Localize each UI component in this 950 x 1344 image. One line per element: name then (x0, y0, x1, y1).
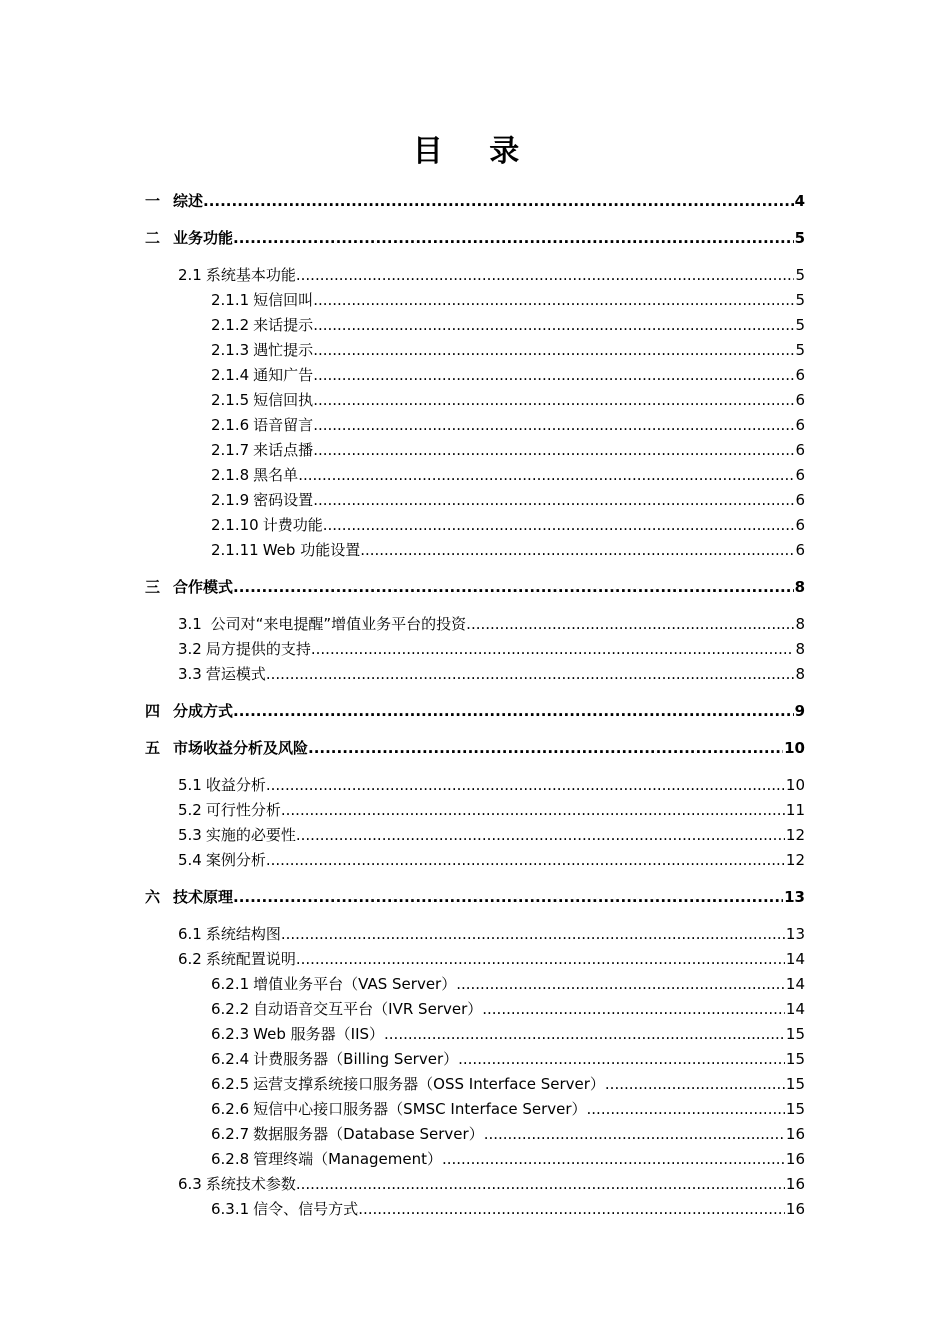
toc-page-number: 6 (795, 416, 805, 434)
toc-entry-number: 5.3 (178, 826, 202, 844)
toc-entry-label (211, 314, 313, 335)
toc-dot-leader (313, 366, 794, 384)
toc-entry-number: 5.1 (178, 776, 202, 794)
toc-entry-label (178, 849, 266, 870)
toc-dot-leader (456, 975, 785, 993)
toc-dot-leader (233, 229, 794, 247)
toc-entry-text: 案例分析 (205, 851, 266, 869)
toc-entry[interactable] (145, 737, 805, 758)
toc-dot-leader (313, 391, 794, 409)
toc-dot-leader (458, 1050, 785, 1068)
toc-page-number: 13 (785, 925, 805, 943)
toc-entry-text: 语音留言 (253, 416, 314, 434)
toc-entry-label (178, 948, 296, 969)
toc-entry-number: 2.1.11 (211, 541, 259, 559)
toc-entry-label (178, 799, 281, 820)
toc-entry-text: 系统技术参数 (205, 1175, 296, 1193)
toc-entry[interactable] (211, 489, 805, 510)
toc-entry[interactable] (178, 1173, 805, 1194)
toc-entry-number: 三 (145, 578, 161, 596)
toc-entry-number: 3.3 (178, 665, 202, 683)
toc-entry-text: 营运模式 (205, 665, 266, 683)
toc-dot-leader (311, 640, 795, 658)
toc-entry-number: 2.1.8 (211, 466, 250, 484)
toc-entry-number: 2.1.10 (211, 516, 259, 534)
toc-entry-number: 6.2.4 (211, 1050, 250, 1068)
toc-entry-text: 计费服务器（Billing Server） (253, 1050, 459, 1068)
toc-entry-number: 二 (145, 229, 161, 247)
toc-page-number: 15 (785, 1050, 805, 1068)
toc-entry[interactable] (145, 190, 805, 211)
toc-dot-leader (296, 266, 795, 284)
toc-dot-leader (358, 1200, 785, 1218)
toc-page-number: 5 (795, 341, 805, 359)
toc-entry-label (178, 824, 296, 845)
toc-entry[interactable] (211, 1073, 805, 1094)
toc-dot-leader (298, 466, 794, 484)
toc-entry[interactable] (178, 923, 805, 944)
toc-entry-label (211, 1048, 458, 1069)
toc-entry[interactable] (211, 998, 805, 1019)
toc-entry-number: 6.2.3 (211, 1025, 250, 1043)
toc-dot-leader (442, 1150, 785, 1168)
toc-entry-label (211, 339, 313, 360)
toc-page-number: 12 (785, 851, 805, 869)
toc-entry-label (211, 414, 313, 435)
toc-dot-leader (296, 1175, 785, 1193)
toc-entry-text: 收益分析 (205, 776, 266, 794)
toc-entry-number: 四 (145, 702, 161, 720)
toc-entry-label (211, 998, 482, 1019)
toc-entry[interactable] (178, 799, 805, 820)
toc-page-number: 5 (795, 316, 805, 334)
toc-dot-leader (281, 801, 785, 819)
toc-entry-number: 6.2 (178, 950, 202, 968)
toc-entry-number: 2.1.7 (211, 441, 250, 459)
toc-entry-text: 市场收益分析及风险 (173, 739, 309, 757)
toc-entry[interactable] (211, 464, 805, 485)
toc-page-number: 14 (785, 1000, 805, 1018)
toc-entry-label (211, 289, 313, 310)
toc-entry-text: 局方提供的支持 (205, 640, 311, 658)
toc-dot-leader (466, 615, 794, 633)
toc-entry-label (211, 489, 313, 510)
toc-entry[interactable] (211, 539, 805, 560)
toc-page-number: 8 (795, 640, 805, 658)
toc-entry[interactable] (145, 700, 805, 721)
toc-entry-number: 3.1 (178, 615, 202, 633)
toc-entry-text: 黑名单 (253, 466, 299, 484)
toc-entry-label (211, 1198, 358, 1219)
toc-entry[interactable] (145, 576, 805, 597)
toc-entry[interactable] (211, 339, 805, 360)
toc-entry[interactable] (211, 414, 805, 435)
toc-entry-number: 6.3.1 (211, 1200, 250, 1218)
toc-entry-number: 5.4 (178, 851, 202, 869)
toc-entry-number: 六 (145, 888, 161, 906)
toc-dot-leader (266, 776, 785, 794)
toc-entry-number: 6.1 (178, 925, 202, 943)
toc-entry[interactable] (211, 364, 805, 385)
toc-dot-leader (384, 1025, 785, 1043)
toc-entry[interactable] (178, 948, 805, 969)
toc-entry-label (211, 1073, 605, 1094)
toc-entry[interactable] (178, 824, 805, 845)
toc-entry-label (211, 389, 313, 410)
toc-entry-label (145, 576, 233, 597)
toc-entry-number: 6.3 (178, 1175, 202, 1193)
toc-entry[interactable] (211, 1098, 805, 1119)
toc-dot-leader (313, 316, 794, 334)
toc-entry-number: 6.2.8 (211, 1150, 250, 1168)
toc-entry-label (178, 638, 311, 659)
toc-entry-label (145, 227, 233, 248)
toc-page-number: 9 (794, 702, 805, 720)
toc-entry-text: 可行性分析 (205, 801, 281, 819)
toc-entry-text: 来话点播 (253, 441, 314, 459)
toc-entry-number: 2.1.4 (211, 366, 250, 384)
toc-entry[interactable] (178, 264, 805, 285)
toc-entry-number: 2.1.5 (211, 391, 250, 409)
toc-dot-leader (233, 888, 783, 906)
toc-entry-label (211, 973, 456, 994)
toc-entry[interactable] (211, 439, 805, 460)
toc-entry[interactable] (211, 1123, 805, 1144)
toc-entry-label (145, 737, 308, 758)
toc-entry-label (211, 1098, 587, 1119)
toc-entry[interactable] (178, 849, 805, 870)
toc-entry-label (178, 1173, 296, 1194)
toc-entry-label (211, 1023, 384, 1044)
toc-entry-number: 2.1.3 (211, 341, 250, 359)
toc-entry-text: 系统配置说明 (205, 950, 296, 968)
toc-dot-leader (360, 541, 794, 559)
toc-page-number: 6 (795, 441, 805, 459)
toc-entry[interactable] (211, 1048, 805, 1069)
toc-entry-text: 数据服务器（Database Server） (253, 1125, 484, 1143)
toc-entry-label (211, 1123, 484, 1144)
toc-entry-text: 遇忙提示 (253, 341, 314, 359)
toc-entry-label (211, 514, 323, 535)
toc-entry-text: 综述 (173, 192, 204, 210)
toc-entry[interactable] (145, 227, 805, 248)
toc-page-number: 6 (795, 516, 805, 534)
toc-entry-text: 运营支撑系统接口服务器（OSS Interface Server） (253, 1075, 605, 1093)
toc-entry-label (178, 264, 296, 285)
toc-entry-text: 来话提示 (253, 316, 314, 334)
toc-entry-text: 管理终端（Management） (253, 1150, 442, 1168)
toc-entry-label (178, 613, 466, 634)
toc-entry-number: 3.2 (178, 640, 202, 658)
toc-entry-text: Web 服务器（IIS） (253, 1025, 385, 1043)
toc-entry-text: 合作模式 (173, 578, 234, 596)
toc-entry-text: 系统基本功能 (205, 266, 296, 284)
toc-dot-leader (313, 441, 794, 459)
toc-entry[interactable] (211, 289, 805, 310)
toc-entry[interactable] (211, 514, 805, 535)
toc-page-number: 6 (795, 391, 805, 409)
toc-entry-label (211, 464, 298, 485)
toc-page-number: 15 (785, 1075, 805, 1093)
toc-entry[interactable] (211, 1148, 805, 1169)
toc-entry[interactable] (178, 663, 805, 684)
toc-page-number: 8 (795, 615, 805, 633)
toc-entry-number: 6.2.7 (211, 1125, 250, 1143)
toc-dot-leader (308, 739, 783, 757)
toc-dot-leader (323, 516, 795, 534)
toc-entry-number: 6.2.1 (211, 975, 250, 993)
toc-entry[interactable] (178, 638, 805, 659)
toc-page-number: 16 (785, 1200, 805, 1218)
toc-dot-leader (296, 826, 785, 844)
toc-dot-leader (233, 578, 794, 596)
toc-page-number: 16 (785, 1150, 805, 1168)
toc-page-number: 10 (785, 776, 805, 794)
toc-dot-leader (203, 192, 794, 210)
toc-entry-text: Web 功能设置 (262, 541, 361, 559)
toc-page-number: 11 (785, 801, 805, 819)
toc-page-number: 13 (784, 888, 805, 906)
toc-entry-text: 系统结构图 (205, 925, 281, 943)
toc-entry-number: 五 (145, 739, 161, 757)
toc-page-number: 16 (785, 1175, 805, 1193)
toc-entry-number: 2.1 (178, 266, 202, 284)
toc-entry-label (178, 923, 281, 944)
toc-entry-label (145, 190, 203, 211)
toc-dot-leader (281, 925, 785, 943)
toc-entry-label (178, 663, 266, 684)
toc-dot-leader (296, 950, 785, 968)
toc-entry[interactable] (211, 1198, 805, 1219)
toc-page-number: 15 (785, 1025, 805, 1043)
toc-entry-text: 信令、信号方式 (253, 1200, 359, 1218)
toc-entry-number: 2.1.1 (211, 291, 250, 309)
toc-page-number: 10 (784, 739, 805, 757)
page-title: 目 录 (412, 134, 538, 169)
toc-entry-text: 短信回执 (253, 391, 314, 409)
toc-dot-leader (605, 1075, 785, 1093)
toc-entry-text: 计费功能 (262, 516, 323, 534)
toc-page-number: 6 (795, 541, 805, 559)
toc-entry-number: 一 (145, 192, 161, 210)
toc-entry-text: 通知广告 (253, 366, 314, 384)
toc-dot-leader (313, 341, 794, 359)
toc-dot-leader (266, 665, 795, 683)
toc-entry-text: 分成方式 (173, 702, 234, 720)
toc-entry-text: 密码设置 (253, 491, 314, 509)
toc-entry-label (211, 364, 313, 385)
toc-page-number: 6 (795, 491, 805, 509)
toc-entry-text: 技术原理 (173, 888, 234, 906)
toc-entry[interactable] (211, 314, 805, 335)
toc-entry-number: 6.2.6 (211, 1100, 250, 1118)
toc-entry-label (211, 1148, 442, 1169)
toc-entry-text: 业务功能 (173, 229, 234, 247)
toc-entry-label (211, 439, 313, 460)
toc-dot-leader (233, 702, 794, 720)
toc-entry-text: 短信中心接口服务器（SMSC Interface Server） (253, 1100, 587, 1118)
toc-dot-leader (482, 1000, 785, 1018)
toc-page-number: 14 (785, 975, 805, 993)
toc-page-number: 14 (785, 950, 805, 968)
toc-entry[interactable] (211, 389, 805, 410)
toc-entry-number: 5.2 (178, 801, 202, 819)
toc-entry-text: 增值业务平台（VAS Server） (253, 975, 457, 993)
toc-page-number: 12 (785, 826, 805, 844)
toc-entry-number: 2.1.9 (211, 491, 250, 509)
toc-dot-leader (266, 851, 785, 869)
toc-entry[interactable] (178, 613, 805, 634)
toc-page-number: 5 (795, 291, 805, 309)
toc-page-number: 16 (785, 1125, 805, 1143)
toc-entry-number: 2.1.2 (211, 316, 250, 334)
toc-page-number: 6 (795, 366, 805, 384)
toc-entry[interactable] (178, 774, 805, 795)
toc-page-number: 6 (795, 466, 805, 484)
toc-entry[interactable] (211, 973, 805, 994)
toc-entry[interactable] (211, 1023, 805, 1044)
toc-dot-leader (313, 291, 794, 309)
toc-entry[interactable] (145, 886, 805, 907)
toc-dot-leader (484, 1125, 785, 1143)
toc-page-number: 5 (794, 229, 805, 247)
toc-entry-label (145, 886, 233, 907)
toc-page-number: 4 (794, 192, 805, 210)
toc-entry-text: 公司对“来电提醒”增值业务平台的投资 (205, 615, 467, 633)
toc-dot-leader (313, 416, 794, 434)
toc-entry-label (211, 539, 360, 560)
toc-page-number: 8 (794, 578, 805, 596)
toc-entry-number: 6.2.5 (211, 1075, 250, 1093)
toc-entry-number: 6.2.2 (211, 1000, 250, 1018)
toc-dot-leader (313, 491, 794, 509)
toc-entry-label (145, 700, 233, 721)
toc-dot-leader (587, 1100, 785, 1118)
toc-page-number: 5 (795, 266, 805, 284)
toc-entry-text: 短信回叫 (253, 291, 314, 309)
toc-page-number: 8 (795, 665, 805, 683)
toc-entry-label (178, 774, 266, 795)
toc-entry-text: 自动语音交互平台（IVR Server） (253, 1000, 483, 1018)
toc-entry-number: 2.1.6 (211, 416, 250, 434)
toc-page-number: 15 (785, 1100, 805, 1118)
toc-entry-text: 实施的必要性 (205, 826, 296, 844)
